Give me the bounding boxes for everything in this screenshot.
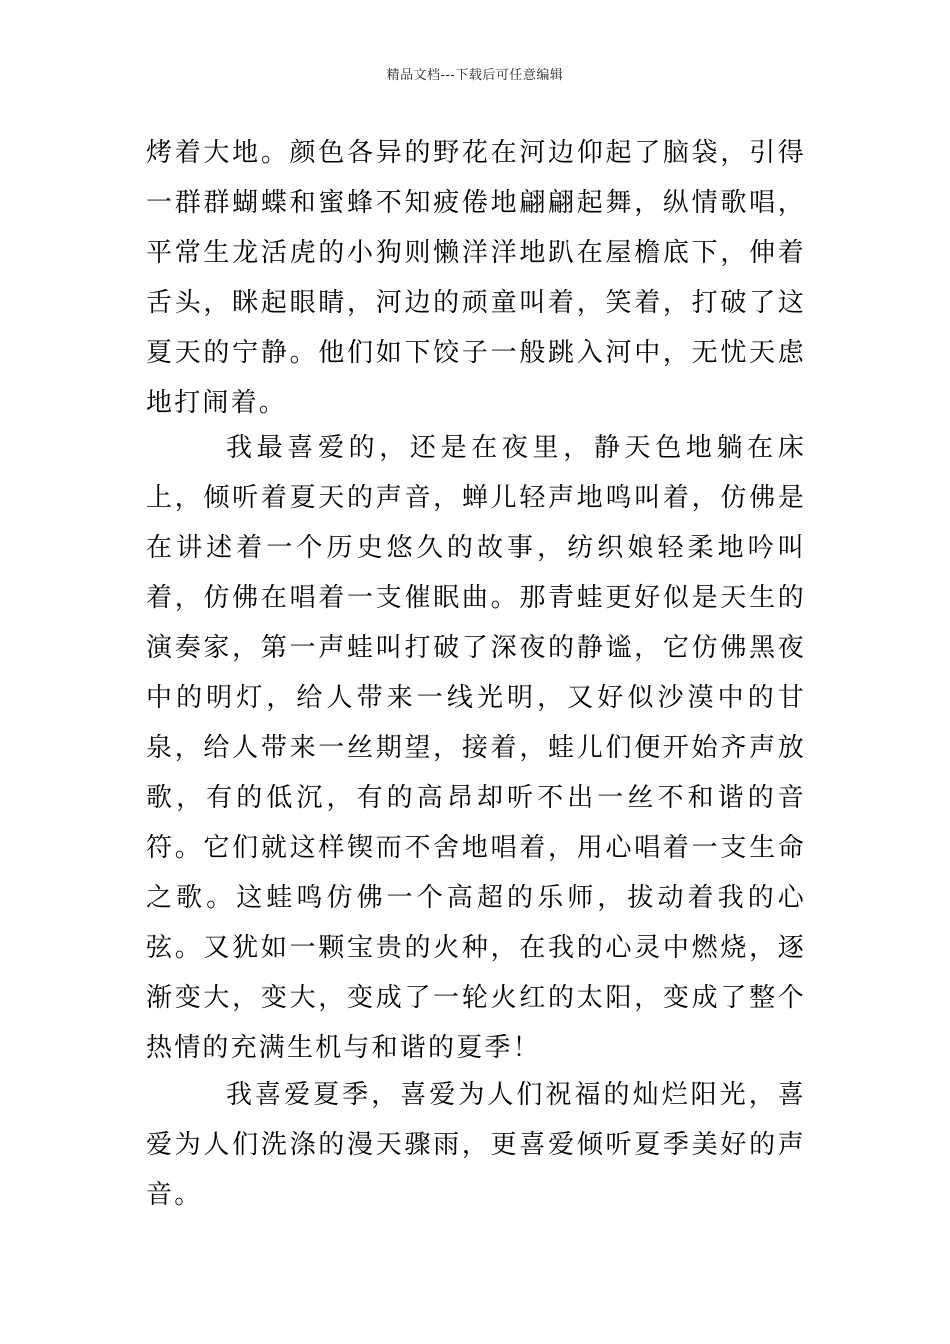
paragraph-2 bbox=[146, 423, 806, 1073]
paragraph-3 bbox=[146, 1070, 806, 1220]
paragraph-text: 我最喜爱的，还是在夜里，静天色地躺在床上，倾听着夏天的声音，蝉儿轻声地鸣叫着，仿佛是在讲述着一个历史悠久的故事，纺织娘轻柔地吟叫着，仿佛在唱着一支催眠曲。那青蛙更好似是天生的演奏家，第一声蛙叫打破了深夜的静谧，它仿佛黑夜中的明灯，给人带来一线光明，又好似沙漠中的甘泉，给人带来一丝期望，接着，蛙儿们便开始齐声放歌，有的低沉，有的高昂却听不出一丝不和谐的音符。它们就这样锲而不舍地唱着，用心唱着一支生命之歌。这蛙鸣仿佛一个高超的乐师，拔动着我的心弦。又犹如一颗宝贵的火种，在我的心灵中燃烧，逐渐变大，变大，变成了一轮火红的太阳，变成了整个热情的充满生机与和谐的夏季！ bbox=[146, 433, 806, 1063]
paragraph-text: 烤着大地。颜色各异的野花在河边仰起了脑袋，引得一群群蝴蝶和蜜蜂不知疲倦地翩翩起舞，纵情歌唱，平常生龙活虎的小狗则懒洋洋地趴在屋檐底下，伸着舌头，眯起眼睛，河边的顽童叫着，笑着，打破了这夏天的宁静。他们如下饺子一般跳入河中，无忧天虑地打闹着。 bbox=[146, 138, 806, 418]
paragraph-1 bbox=[146, 128, 806, 428]
paragraph-text: 我喜爱夏季，喜爱为人们祝福的灿烂阳光，喜爱为人们洗涤的漫天骤雨，更喜爱倾听夏季美好的声音。 bbox=[146, 1080, 806, 1210]
page-header: 精品文档---下载后可任意编辑 bbox=[386, 68, 564, 83]
